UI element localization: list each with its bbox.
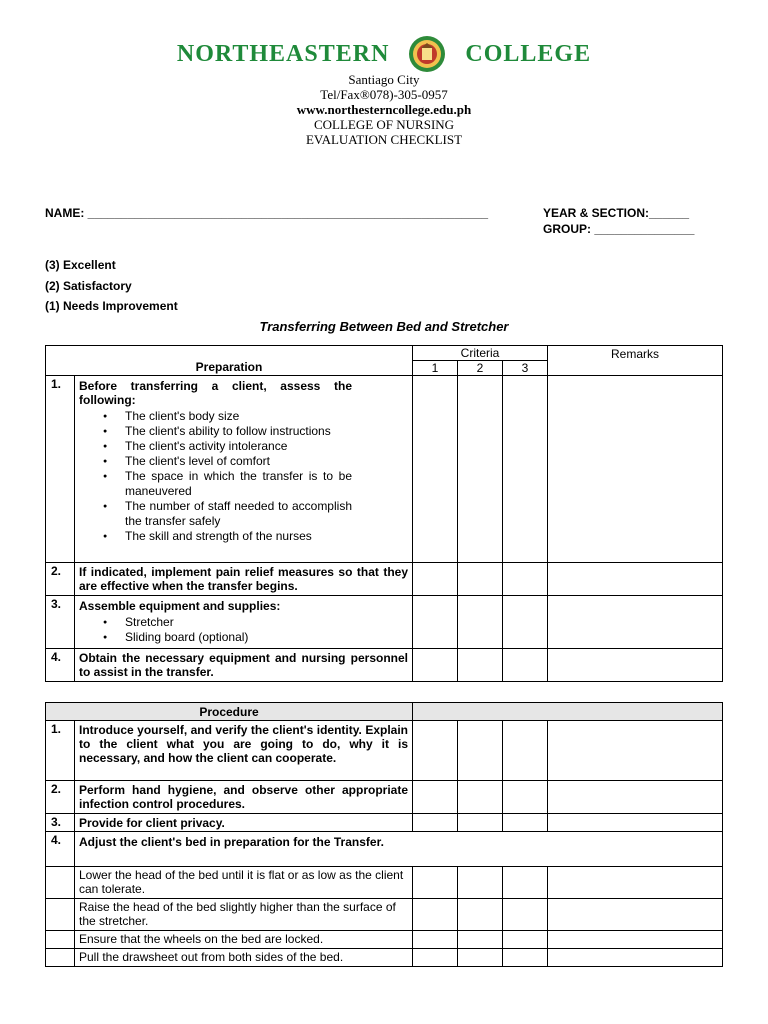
- list-item: ● The client's body size: [125, 409, 408, 424]
- procedure-header: Procedure: [46, 703, 413, 721]
- step-text: Assemble equipment and supplies:: [79, 599, 281, 613]
- score-cell-1[interactable]: [413, 649, 458, 682]
- remarks-cell[interactable]: [548, 899, 723, 931]
- table-row: [46, 376, 723, 563]
- table-row: [46, 814, 723, 832]
- score-cell-3[interactable]: [503, 781, 548, 814]
- substep-text: Raise the head of the bed slightly higher than the surface of the stretcher.: [75, 899, 413, 931]
- step-text: Before transferring a client, assess the following:: [79, 379, 352, 407]
- tel-fax: Tel/Fax®078)-305-0957: [320, 87, 448, 102]
- criteria-2: 2: [458, 361, 503, 376]
- list-item: ● Sliding board (optional): [125, 630, 408, 645]
- score-cell-3[interactable]: [503, 649, 548, 682]
- table-row: [46, 931, 723, 949]
- score-cell-2[interactable]: [458, 376, 503, 563]
- step-text: If indicated, implement pain relief measures so that they are effective when the transfer begins.: [75, 563, 413, 596]
- list-item: ● The skill and strength of the nurses: [125, 529, 408, 544]
- score-cell-2[interactable]: [458, 721, 503, 781]
- score-cell-1[interactable]: [413, 814, 458, 832]
- rating-legend: [45, 258, 178, 320]
- score-cell-3[interactable]: [503, 596, 548, 649]
- remarks-cell[interactable]: [548, 867, 723, 899]
- score-cell-1[interactable]: [413, 781, 458, 814]
- score-cell-2[interactable]: [458, 814, 503, 832]
- substep-text: Ensure that the wheels on the bed are locked.: [75, 931, 413, 949]
- score-cell-1[interactable]: [413, 931, 458, 949]
- score-cell-3[interactable]: [503, 563, 548, 596]
- score-cell-3[interactable]: [503, 721, 548, 781]
- score-cell-2[interactable]: [458, 781, 503, 814]
- score-cell-3[interactable]: [503, 899, 548, 931]
- remarks-header: Remarks: [548, 346, 723, 376]
- step-number: 1.: [46, 721, 75, 781]
- criteria-1: 1: [413, 361, 458, 376]
- score-cell-3[interactable]: [503, 949, 548, 967]
- score-cell-2[interactable]: [458, 867, 503, 899]
- step-text: Provide for client privacy.: [75, 814, 413, 832]
- remarks-cell[interactable]: [548, 596, 723, 649]
- college-seal-icon: [407, 34, 447, 74]
- assessment-list: [79, 409, 408, 544]
- city: Santiago City: [348, 72, 420, 87]
- remarks-cell[interactable]: [548, 563, 723, 596]
- score-cell-2[interactable]: [458, 899, 503, 931]
- step-text: Introduce yourself, and verify the client's identity. Explain to the client what you are going to do, why it is necessary, and how the client can cooperate.: [75, 721, 413, 781]
- score-cell-2[interactable]: [458, 931, 503, 949]
- document-title: EVALUATION CHECKLIST: [305, 132, 463, 147]
- score-cell-2[interactable]: [458, 649, 503, 682]
- college-name-left: NORTHEASTERN: [176, 40, 390, 67]
- list-item: ● The client's ability to follow instructions: [125, 424, 408, 439]
- group-field[interactable]: GROUP: _______________: [543, 222, 695, 236]
- table-row: [46, 899, 723, 931]
- table-row: [46, 563, 723, 596]
- procedure-title: Transferring Between Bed and Stretcher: [259, 319, 509, 334]
- step-number: 2.: [46, 781, 75, 814]
- remarks-cell[interactable]: [548, 781, 723, 814]
- step-number: 3.: [46, 596, 75, 649]
- legend-satisfactory: (2) Satisfactory: [45, 278, 132, 293]
- step-text: Adjust the client's bed in preparation for the Transfer.: [75, 832, 723, 867]
- substep-text: Pull the drawsheet out from both sides of the bed.: [75, 949, 413, 967]
- score-cell-1[interactable]: [413, 949, 458, 967]
- score-cell-2[interactable]: [458, 563, 503, 596]
- table-row: [46, 949, 723, 967]
- list-item: ● The client's level of comfort: [125, 454, 408, 469]
- remarks-cell[interactable]: [548, 931, 723, 949]
- score-cell-3[interactable]: [503, 376, 548, 563]
- score-cell-1[interactable]: [413, 899, 458, 931]
- remarks-cell[interactable]: [548, 949, 723, 967]
- table-row: [46, 781, 723, 814]
- score-cell-3[interactable]: [503, 931, 548, 949]
- remarks-cell[interactable]: [548, 814, 723, 832]
- score-cell-1[interactable]: [413, 867, 458, 899]
- table-row: [46, 596, 723, 649]
- table-row: [46, 832, 723, 867]
- legend-excellent: (3) Excellent: [45, 258, 116, 272]
- criteria-3: 3: [503, 361, 548, 376]
- college-name-right: COLLEGE: [465, 40, 592, 67]
- step-number: 3.: [46, 814, 75, 832]
- remarks-cell[interactable]: [548, 376, 723, 563]
- remarks-cell[interactable]: [548, 649, 723, 682]
- list-item: ● The space in which the transfer is to be maneuvered: [125, 469, 408, 499]
- year-section-field[interactable]: YEAR & SECTION:______: [543, 206, 690, 220]
- step-number: 4.: [46, 832, 75, 867]
- preparation-header: Preparation: [46, 346, 413, 376]
- department: COLLEGE OF NURSING: [313, 117, 455, 132]
- step-text: Perform hand hygiene, and observe other appropriate infection control procedures.: [75, 781, 413, 814]
- website: www.northesterncollege.edu.ph: [296, 102, 472, 117]
- score-cell-1[interactable]: [413, 721, 458, 781]
- table-row: [46, 867, 723, 899]
- table-row: [46, 721, 723, 781]
- step-number: 4.: [46, 649, 75, 682]
- procedure-table: [45, 702, 723, 967]
- blank-number-cell: [46, 867, 75, 899]
- name-field[interactable]: NAME: ____________________________________________________________: [45, 206, 489, 220]
- score-cell-2[interactable]: [458, 949, 503, 967]
- list-item: ● Stretcher: [125, 615, 408, 630]
- list-item: ● The client's activity intolerance: [125, 439, 408, 454]
- equipment-list: [79, 615, 408, 645]
- step-text: Obtain the necessary equipment and nursing personnel to assist in the transfer.: [75, 649, 413, 682]
- preparation-table: [45, 345, 723, 682]
- criteria-header: Criteria: [413, 346, 548, 361]
- score-cell-3[interactable]: [503, 814, 548, 832]
- score-cell-1[interactable]: [413, 376, 458, 563]
- document-header: [0, 36, 768, 147]
- list-item: ● The number of staff needed to accomplish the transfer safely: [125, 499, 408, 529]
- legend-needs-improvement: (1) Needs Improvement: [45, 299, 178, 313]
- substep-text: Lower the head of the bed until it is flat or as low as the client can tolerate.: [75, 867, 413, 899]
- step-number: 1.: [46, 376, 75, 563]
- table-row: [46, 649, 723, 682]
- blank-number-cell: [46, 899, 75, 931]
- blank-number-cell: [46, 931, 75, 949]
- college-name: [0, 36, 768, 72]
- score-cell-3[interactable]: [503, 867, 548, 899]
- score-cell-1[interactable]: [413, 563, 458, 596]
- blank-number-cell: [46, 949, 75, 967]
- step-number: 2.: [46, 563, 75, 596]
- score-cell-2[interactable]: [458, 596, 503, 649]
- procedure-header-blank: [413, 703, 723, 721]
- score-cell-1[interactable]: [413, 596, 458, 649]
- remarks-cell[interactable]: [548, 721, 723, 781]
